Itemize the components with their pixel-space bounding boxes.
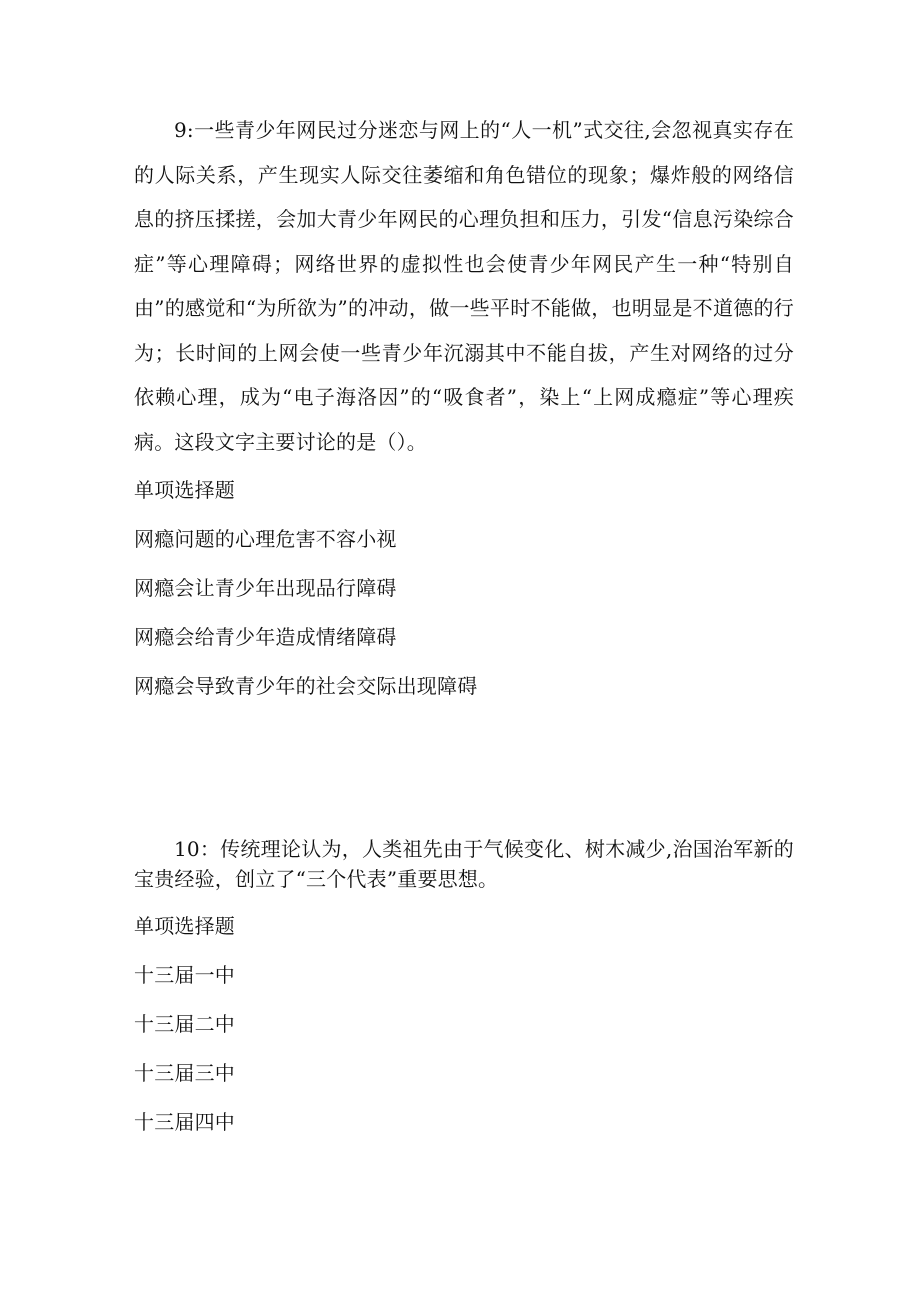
question-9 — [134, 108, 794, 711]
answer-option[interactable]: 十三届三中 — [134, 1061, 235, 1085]
answer-option[interactable]: 网瘾会让青少年出现品行障碍 — [134, 576, 397, 600]
question-stem: 10：传统理论认为，人类祖先由于气候变化、树木减少,治国治军新的宝贵经验，创立了“三个代表”重要思想。 — [134, 837, 794, 891]
answer-option[interactable]: 网瘾会导致青少年的社会交际出现障碍 — [134, 674, 478, 698]
answer-option[interactable]: 网瘾问题的心理危害不容小视 — [134, 527, 397, 551]
answer-option[interactable]: 网瘾会给青少年造成情绪障碍 — [134, 625, 397, 649]
question-type: 单项选择题 — [134, 914, 235, 938]
question-type: 单项选择题 — [134, 478, 235, 502]
answer-option[interactable]: 十三届四中 — [134, 1110, 235, 1134]
answer-option[interactable]: 十三届二中 — [134, 1012, 235, 1036]
answer-option[interactable]: 十三届一中 — [134, 963, 235, 987]
question-stem: 9:一些青少年网民过分迷恋与网上的“人一机”式交往,会忽视真实存在的人际关系，产生现实人际交往萎缩和角色错位的现象；爆炸般的网络信息的挤压揉搓，会加大青少年网民的心理负担和压力，引发“信息污染综合症”等心理障碍；网络世界的虚拟性也会使青少年网民产生一种“特别自由”的感觉和“为所欲为”的冲动，做一些平时不能做，也明显是不道德的行为；长时间的上网会使一些青少年沉溺其中不能自拔，产生对网络的过分依赖心理，成为“电子海洛因”的“吸食者”，染上“上网成瘾症”等心理疾病。这段文字主要讨论的是（）。 — [134, 118, 794, 454]
question-10 — [134, 834, 794, 1147]
